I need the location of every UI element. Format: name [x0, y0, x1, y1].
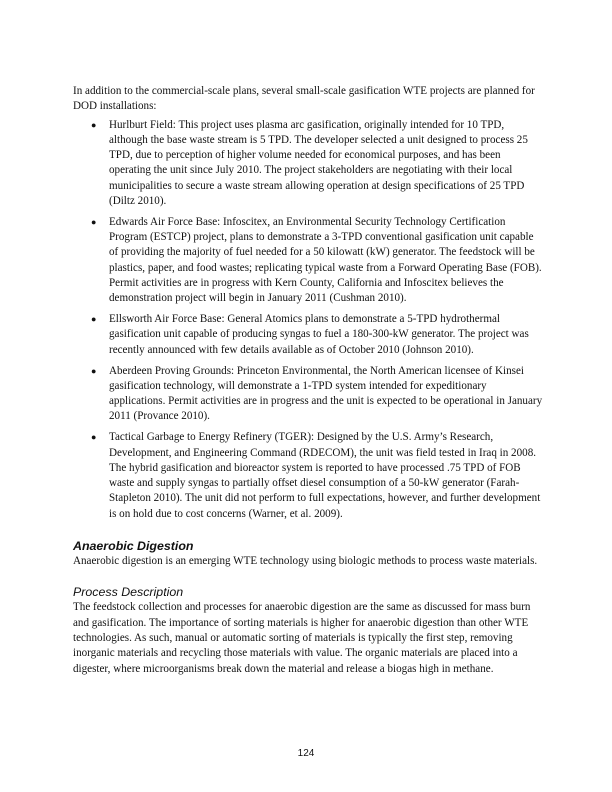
subsection-heading-process-description: Process Description	[73, 585, 184, 600]
project-text: Aberdeen Proving Grounds: Princeton Environmental, the North American licensee of Kinsei gasification technology, will demonstrate a 1-TPD system intended for expeditionary applications. Permit activities are in progress and the unit is expected to be operational in January 2011 (Provance 2010).	[109, 364, 543, 423]
list-item	[73, 430, 543, 522]
list-item	[73, 215, 543, 307]
bullet-icon: ●	[91, 314, 97, 325]
intro-paragraph: In addition to the commercial-scale plans, several small-scale gasification WTE projects are planned for DOD installations:	[73, 85, 535, 113]
section-heading-anaerobic-digestion: Anaerobic Digestion	[73, 539, 194, 554]
project-text: Tactical Garbage to Energy Refinery (TGER): Designed by the U.S. Army’s Research, Development, and Engineering Command (RDECOM), the unit was field tested in Iraq in 2008. The hybrid gasification and bioreactor system is reported to have processed .75 TPD of FOB waste and supply syngas to partially offset diesel consumption of a 50-kW generator (Farah-Stapleton 2010). The unit did not perform to full expectations, however, and further development is on hold due to cost concerns (Warner, et al. 2009).	[109, 431, 541, 520]
bullet-icon: ●	[91, 216, 97, 227]
project-text: Ellsworth Air Force Base: General Atomics plans to demonstrate a 5-TPD hydrothermal gasification unit capable of producing syngas to fuel a 180-300-kW generator. The project was recently announced with few details available as of October 2010 (Johnson 2010).	[109, 313, 529, 356]
bullet-icon: ●	[91, 432, 97, 443]
project-list	[73, 118, 543, 522]
anaerobic-paragraph: Anaerobic digestion is an emerging WTE technology using biologic methods to process waste materials.	[73, 555, 538, 568]
document-body	[73, 84, 543, 677]
list-item	[73, 364, 543, 425]
process-paragraph: The feedstock collection and processes for anaerobic digestion are the same as discussed for mass burn and gasification. The importance of sorting materials is higher for anaerobic digestion than other WTE technologies. As such, manual or automatic sorting of materials is typically the first step, removing inorganic materials and recycling those materials with value. The organic materials are placed into a digester, where microorganisms break down the material and release a biogas high in methane.	[73, 601, 531, 675]
project-text: Hurlburt Field: This project uses plasma arc gasification, originally intended for 10 TPD, although the base waste stream is 5 TPD. The developer selected a unit designed to process 25 TPD, due to perception of higher volume needed for economical purposes, and has been operating the unit since July 2010. The project stakeholders are negotiating with their local municipalities to secure a waste stream allowing operation at design specifications of 25 TPD (Diltz 2010).	[109, 118, 528, 208]
page-number: 124	[297, 748, 315, 759]
list-item	[73, 312, 543, 358]
list-item	[73, 118, 543, 210]
project-text: Edwards Air Force Base: Infoscitex, an Environmental Security Technology Certification Program (ESTCP) project, plans to demonstrate a 3-TPD conventional gasification unit capable of providing the majority of fuel needed for a 50 kilowatt (kW) generator. The feedstock will be plastics, paper, and food wastes; replicating typical waste from a Forward Operating Base (FOB). Permit activities are in progress with Kern County, California and Infoscitex believes the demonstration project will begin in January 2011 (Cushman 2010).	[109, 215, 542, 305]
bullet-icon: ●	[91, 119, 97, 130]
bullet-icon: ●	[91, 365, 97, 376]
